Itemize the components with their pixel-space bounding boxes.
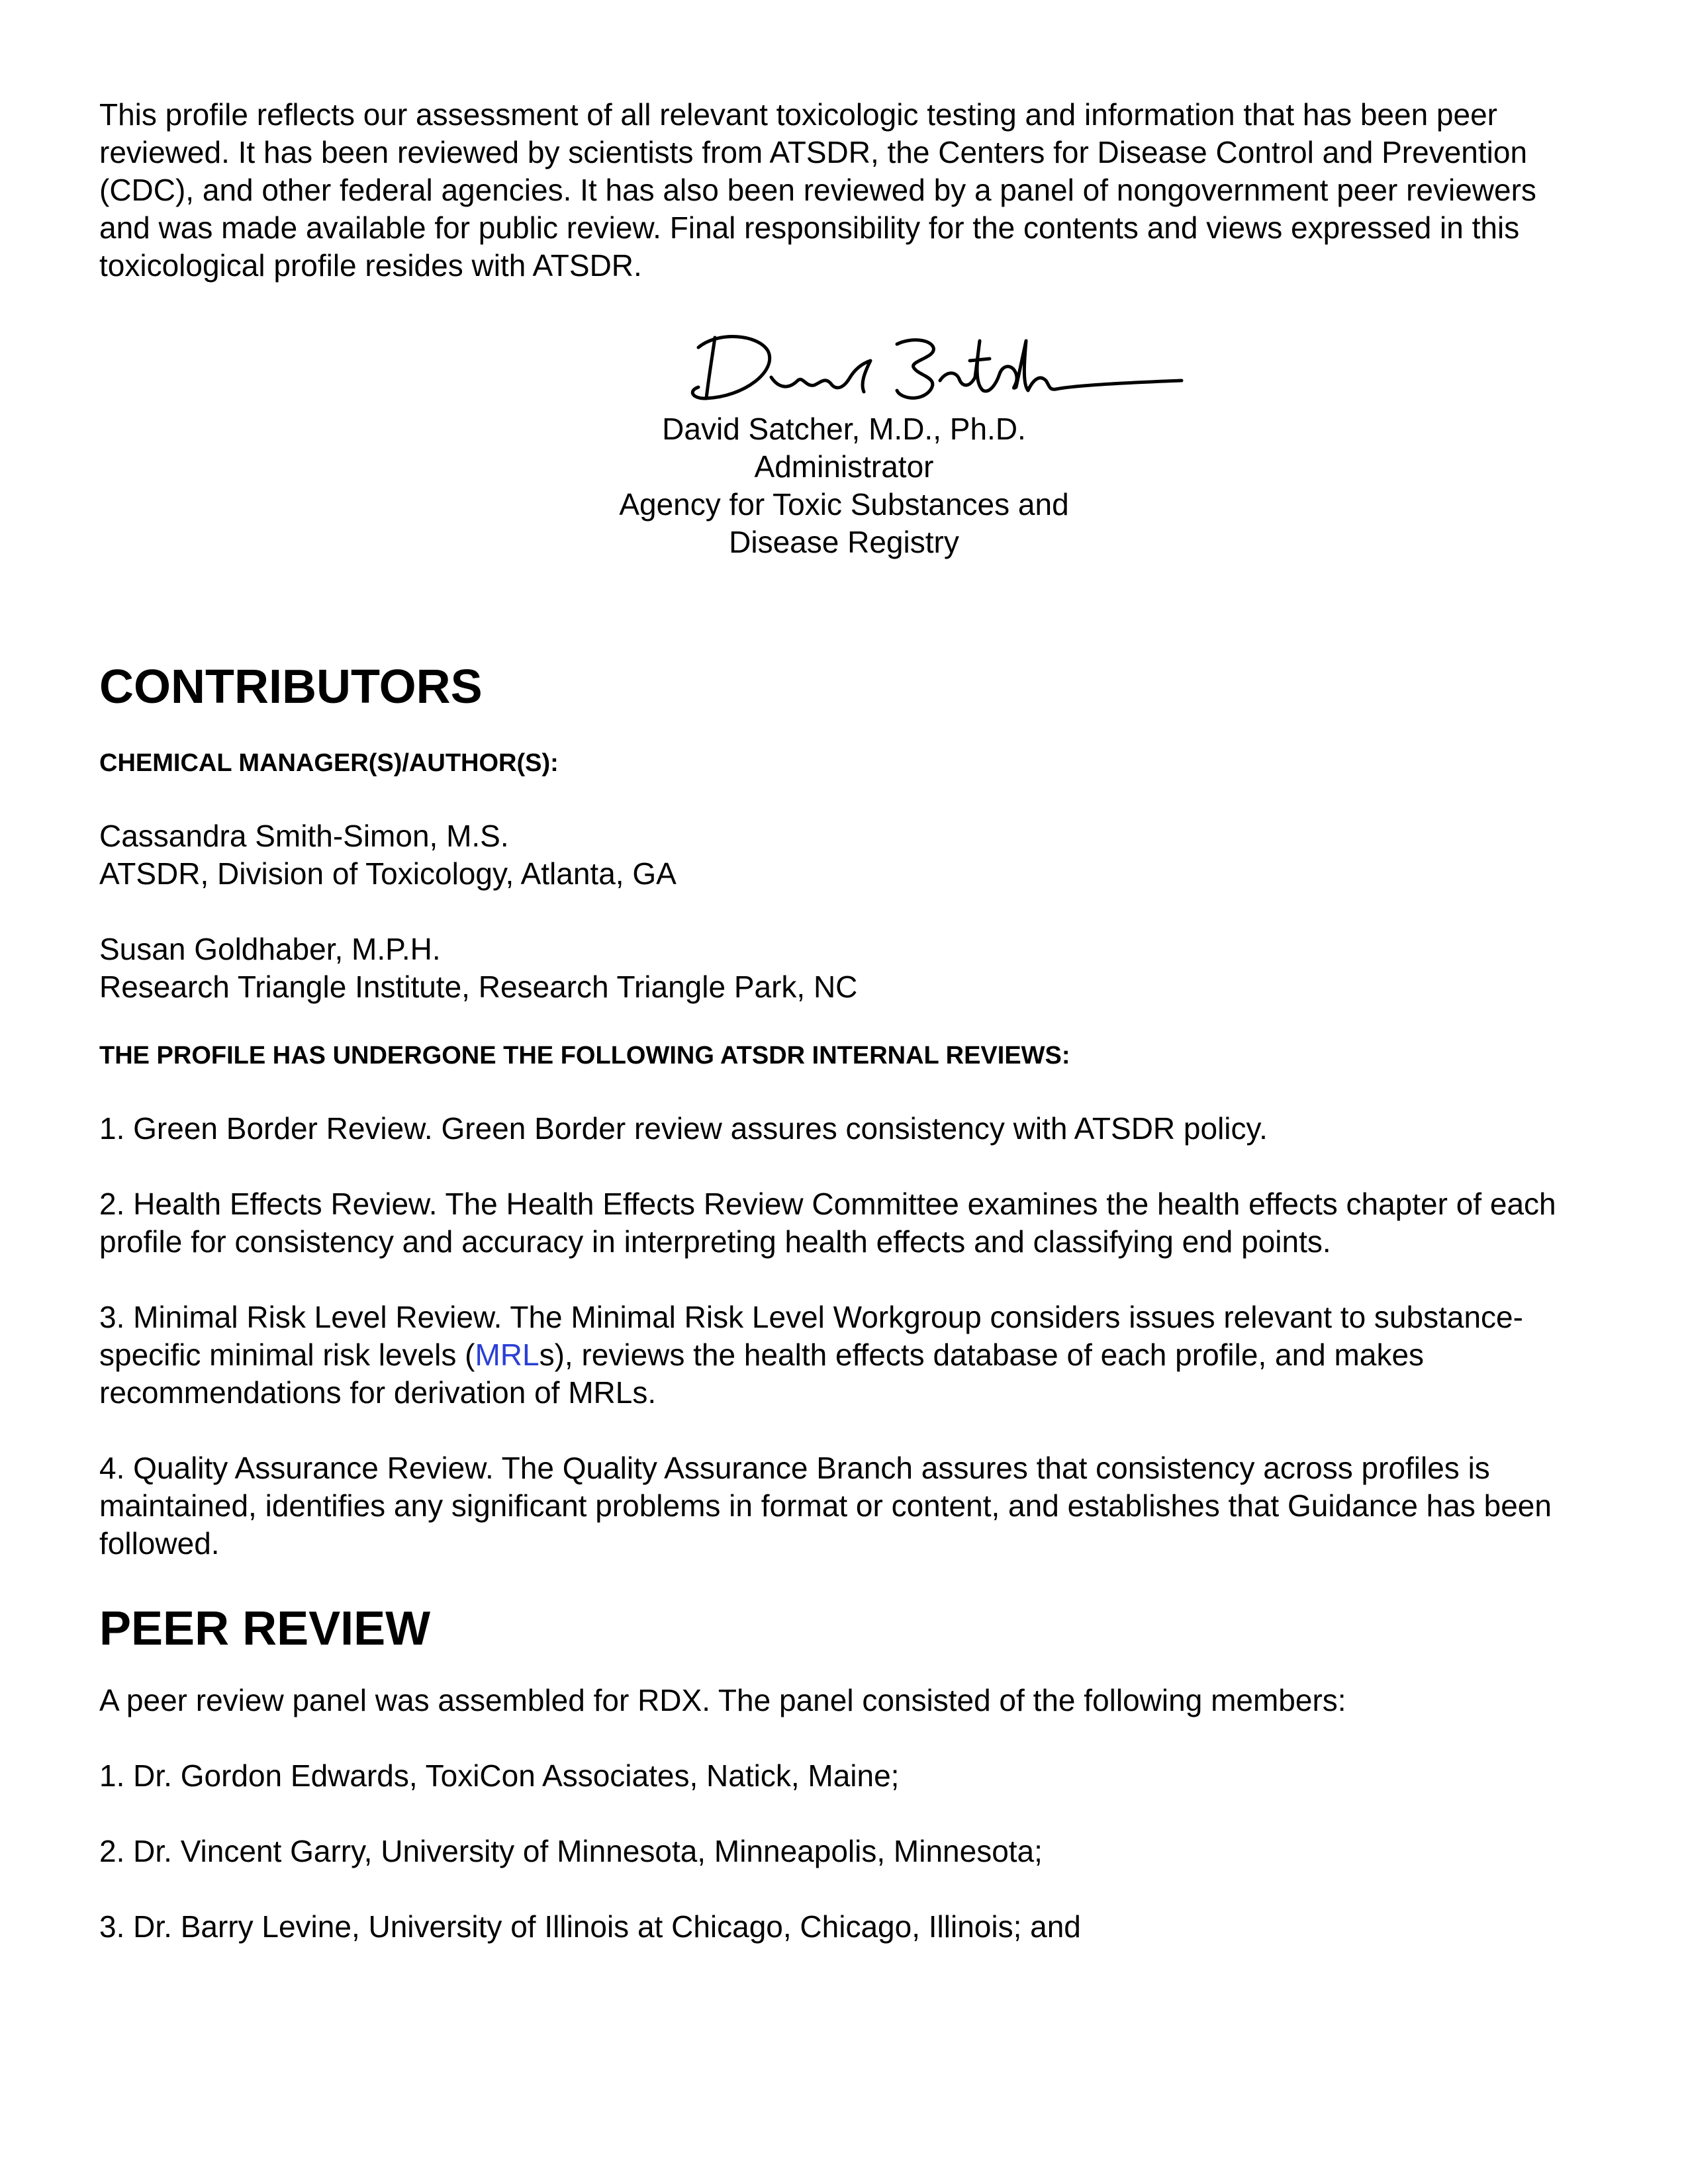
author-entry — [99, 931, 1589, 1006]
peer-review-member: 3. Dr. Barry Levine, University of Illinois at Chicago, Chicago, Illinois; and — [99, 1909, 1081, 1944]
contributors-heading: CONTRIBUTORS — [99, 660, 483, 713]
signatory-title: Administrator — [754, 449, 934, 484]
author-affiliation: Research Triangle Institute, Research Triangle Park, NC — [99, 970, 858, 1004]
chemical-managers-heading: CHEMICAL MANAGER(S)/AUTHOR(S): — [99, 749, 559, 777]
internal-reviews-heading: THE PROFILE HAS UNDERGONE THE FOLLOWING ATSDR INTERNAL REVIEWS: — [99, 1042, 1070, 1069]
review-item-quality-assurance: 4. Quality Assurance Review. The Quality Assurance Branch assures that consistency across profiles is maintained, identifies any significant problems in format or content, and establishes that Guidance has been followed. — [99, 1451, 1552, 1561]
signatory-agency-line1: Agency for Toxic Substances and — [619, 487, 1069, 522]
author-affiliation: ATSDR, Division of Toxicology, Atlanta, GA — [99, 856, 677, 891]
signature-image — [679, 324, 1195, 410]
author-name: Susan Goldhaber, M.P.H. — [99, 932, 441, 966]
signatory-agency-line2: Disease Registry — [729, 525, 959, 559]
review-item-green-border: 1. Green Border Review. Green Border review assures consistency with ATSDR policy. — [99, 1111, 1268, 1146]
review-text-before-link: 3. Minimal Risk Level Review. The Minimal Risk Level Workgroup considers issues relevant to substance-specific minimal risk levels ( — [99, 1300, 1523, 1372]
peer-review-intro: A peer review panel was assembled for RDX. The panel consisted of the following members: — [99, 1683, 1346, 1717]
author-name: Cassandra Smith-Simon, M.S. — [99, 819, 509, 853]
peer-review-member: 1. Dr. Gordon Edwards, ToxiCon Associates, Natick, Maine; — [99, 1758, 900, 1793]
review-item-minimal-risk — [99, 1298, 1589, 1412]
mrl-link[interactable]: MRL — [475, 1338, 539, 1372]
author-entry — [99, 817, 1589, 893]
peer-review-heading: PEER REVIEW — [99, 1602, 431, 1655]
review-item-health-effects: 2. Health Effects Review. The Health Effects Review Committee examines the health effects chapter of each profile for consistency and accuracy in interpreting health effects and classifying end points. — [99, 1187, 1556, 1259]
peer-review-member: 2. Dr. Vincent Garry, University of Minnesota, Minneapolis, Minnesota; — [99, 1834, 1043, 1868]
intro-paragraph: This profile reflects our assessment of all relevant toxicologic testing and information that has been peer reviewed. It has been reviewed by scientists from ATSDR, the Centers for Disease Control and Prevention (CDC), and other federal agencies. It has also been reviewed by a panel of nongovernment peer reviewers and was made available for public review. Final responsibility for the contents and views expressed in this toxicological profile resides with ATSDR. — [99, 97, 1536, 283]
document-page — [99, 96, 1589, 1946]
signatory-name: David Satcher, M.D., Ph.D. — [662, 412, 1026, 446]
signature-block — [99, 324, 1589, 561]
review-text-after-link: s), reviews the health effects database of each profile, and makes recommendations for derivation of MRLs. — [99, 1338, 1425, 1410]
